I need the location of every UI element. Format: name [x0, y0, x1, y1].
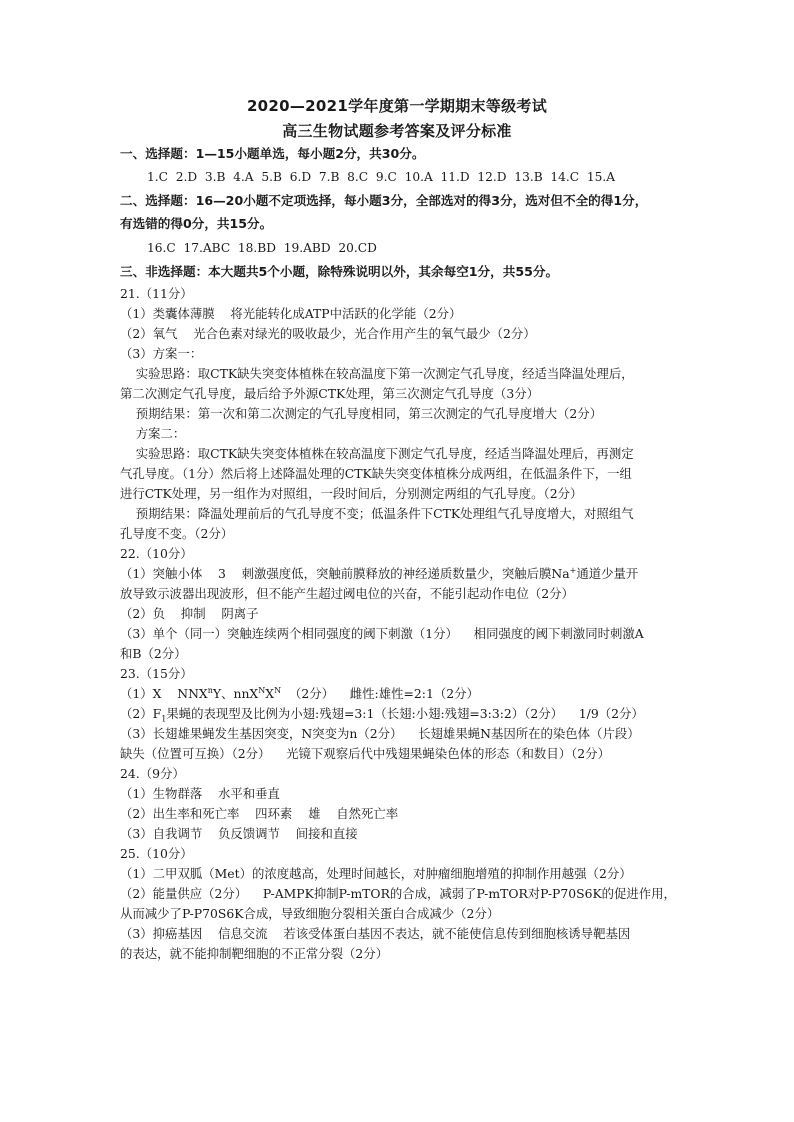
q21-line: 进行CTK处理，另一组作为对照组，一段时间后，分别测定两组的气孔导度。（2分）	[120, 486, 583, 501]
q23-text: Y、nnX	[212, 686, 259, 701]
section2-heading-line1: 二、选择题：16—20小题不定项选择，每小题3分，全部选对的得3分，选对但不全的得1分，	[120, 193, 648, 208]
q22-line: 和B（2分）	[120, 646, 187, 661]
q21-line: （1）类囊体薄膜 将光能转化成ATP中活跃的化学能（2分）	[120, 306, 462, 321]
q22-line	[120, 566, 638, 582]
q25-line: （1）二甲双胍（Met）的浓度越高，处理时间越长，对肿瘤细胞增殖的抑制作用越强（2分）	[120, 866, 632, 881]
q23-line: （3）长翅雄果蝇发生基因突变，N突变为n（2分） 长翅雄果蝇N基因所在的染色体（片段）	[120, 726, 640, 741]
q23-text: （2分） 雌性:雄性=2:1（2分）	[281, 686, 479, 701]
q22-line: （3）单个（同一）突触连续两个相同强度的阈下刺激（1分） 相同强度的阈下刺激同时刺激A	[120, 626, 644, 641]
q22-line: （2）负 抑制 阴离子	[120, 606, 259, 621]
section2-heading-line2: 有选错的得0分，共15分。	[120, 216, 273, 231]
q23-title: 23.（15分）	[120, 666, 193, 681]
q25-line: （2）能量供应（2分） P-AMPK抑制P-mTOR的合成，减弱了P-mTOR对P-P70S6K的促进作用，	[120, 887, 676, 901]
q21-line: 孔导度不变。（2分）	[120, 526, 234, 541]
q23-text: 果蝇的表现型及比例为小翅:残翅=3:1（长翅:小翅:残翅=3:3:2）（2分） 1/9（2分）	[166, 706, 644, 721]
q21-line: 气孔导度。（1分）然后将上述降温处理的CTK缺失突变体植株分成两组，在低温条件下，一组	[120, 466, 632, 481]
q23-text: （2）F	[120, 706, 162, 721]
q22-text: （1）突触小体 3 刺激强度低，突触前膜释放的神经递质数量少，突触后膜Na	[120, 566, 570, 581]
exam-subtitle: 高三生物试题参考答案及评分标准	[282, 122, 512, 140]
q21-title: 21.（11分）	[120, 286, 193, 301]
allele-superscript: N	[274, 685, 282, 695]
q22-text: 通道少量开	[576, 566, 639, 581]
q24-line: （2）出生率和死亡率 四环素 雄 自然死亡率	[120, 806, 399, 821]
generation-subscript: 1	[161, 714, 167, 724]
q23-line: 缺失（位置可互换）（2分） 光镜下观察后代中残翅果蝇染色体的形态（和数目）（2分）	[120, 746, 610, 761]
exam-title: 2020—2021学年度第一学期期末等级考试	[246, 97, 548, 115]
q21-line: 实验思路：取CTK缺失突变体植株在较高温度下第一次测定气孔导度，经适当降温处理后，	[120, 366, 634, 381]
q23-text: X	[265, 686, 275, 701]
na-ion-charge: +	[569, 565, 577, 575]
allele-superscript: N	[258, 685, 266, 695]
q25-line: 的表达，就不能抑制靶细胞的不正常分裂（2分）	[120, 946, 389, 961]
allele-superscript: n	[207, 685, 213, 695]
q21-line: 方案二：	[120, 426, 186, 441]
q25-title: 25.（10分）	[120, 846, 193, 861]
q21-line: 第二次测定气孔导度，最后给予外源CTK处理，第三次测定气孔导度（3分）	[120, 386, 539, 401]
q23-text: （1）X NNX	[120, 686, 208, 701]
q23-line	[120, 686, 479, 702]
q21-line: 实验思路：取CTK缺失突变体植株在较高温度下测定气孔导度，经适当降温处理后，再测定	[120, 446, 634, 461]
q23-line	[120, 706, 644, 722]
q22-title: 22.（10分）	[120, 546, 193, 561]
q25-line: （3）抑癌基因 信息交流 若该受体蛋白基因不表达，就不能使信息传到细胞核诱导靶基因	[120, 926, 631, 941]
section1-heading: 一、选择题：1—15小题单选，每小题2分，共30分。	[120, 146, 425, 161]
q25-line: 从而减少了P-P70S6K合成，导致细胞分裂相关蛋白合成减少（2分）	[120, 906, 500, 921]
section3-heading: 三、非选择题：本大题共5个小题，除特殊说明以外，其余每空1分，共55分。	[120, 264, 559, 279]
q22-line: 放导致示波器出现波形，但不能产生超过阈电位的兴奋，不能引起动作电位（2分）	[120, 586, 574, 601]
q24-title: 24.（9分）	[120, 766, 185, 781]
q21-line: 预期结果：降温处理前后的气孔导度不变；低温条件下CTK处理组气孔导度增大，对照组气	[120, 506, 634, 521]
q21-line: 预期结果：第一次和第二次测定的气孔导度相同，第三次测定的气孔导度增大（2分）	[120, 406, 603, 421]
q21-line: （2）氧气 光合色素对绿光的吸收最少，光合作用产生的氧气最少（2分）	[120, 326, 536, 341]
section1-answers: 1.C 2.D 3.B 4.A 5.B 6.D 7.B 8.C 9.C 10.A 11.D 12.D 13.B 14.C 15.A	[147, 170, 616, 184]
q24-line: （3）自我调节 负反馈调节 间接和直接	[120, 826, 358, 841]
q24-line: （1）生物群落 水平和垂直	[120, 786, 280, 801]
section2-answers: 16.C 17.ABC 18.BD 19.ABD 20.CD	[147, 241, 377, 255]
q21-line: （3）方案一：	[120, 346, 203, 361]
